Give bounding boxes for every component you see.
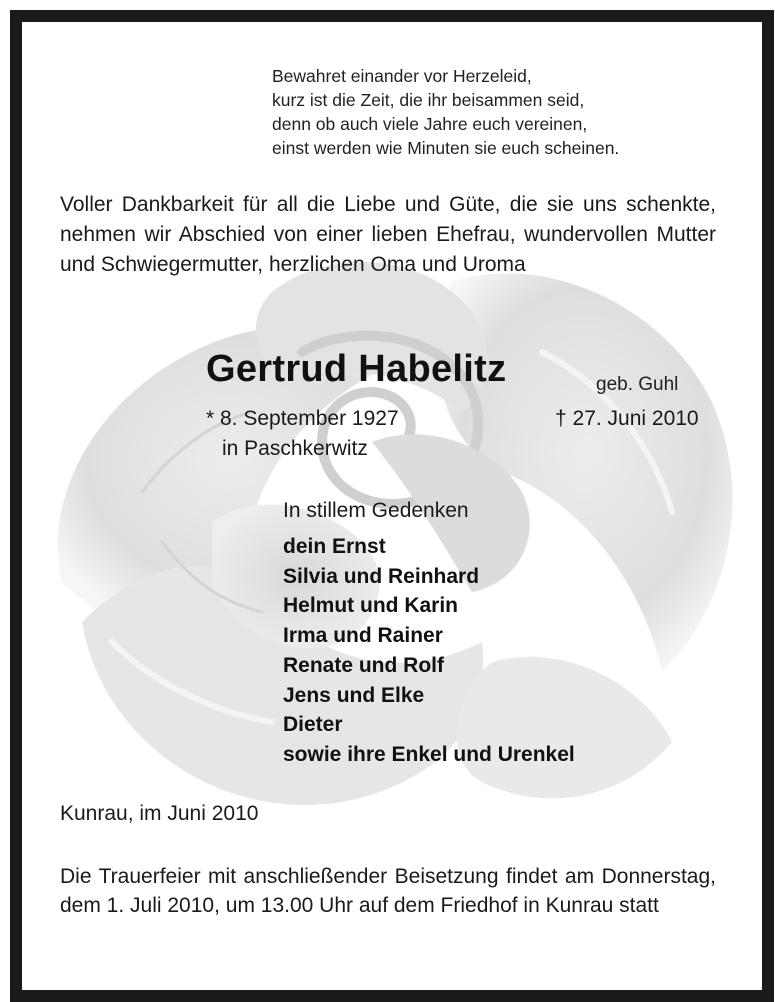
birthplace: in Paschkerwitz (222, 437, 368, 460)
mourner-entry: dein Ernst (283, 535, 386, 558)
mourner-entry: sowie ihre Enkel und Urenkel (283, 742, 575, 766)
poem (272, 64, 619, 160)
poem-line: denn ob auch viele Jahre euch vereinen, (272, 114, 588, 134)
notice-content (22, 22, 762, 990)
place-and-date: Kunrau, im Juni 2010 (60, 802, 259, 825)
mourners-list (283, 532, 575, 770)
maiden-name: geb. Guhl (596, 374, 679, 395)
birth-date: * 8. September 1927 (206, 407, 399, 430)
memory-heading: In stillem Gedenken (283, 499, 469, 522)
deceased-name: Gertrud Habelitz (206, 348, 507, 390)
obituary-notice (10, 10, 774, 1002)
poem-line: kurz ist die Zeit, die ihr beisammen seid, (272, 90, 585, 110)
funeral-notice: Die Trauerfeier mit anschließender Beisetzung findet am Donnerstag, dem 1. Juli 2010, um 13.00 Uhr auf dem Friedhof in Kunrau statt (60, 865, 716, 917)
mourner-entry: Renate und Rolf (283, 653, 444, 677)
deceased-name-row (206, 348, 506, 391)
mourner-entry: Silvia und Reinhard (283, 564, 480, 588)
poem-line: einst werden wie Minuten sie euch scheinen. (272, 138, 620, 158)
intro-paragraph: Voller Dankbarkeit für all die Liebe und Güte, die sie uns schenkte, nehmen wir Abschied von einer lieben Ehefrau, wundervollen Mutter und Schwiegermutter, herzlichen Oma und Uroma (60, 193, 716, 276)
mourner-entry: Helmut und Karin (283, 594, 459, 618)
death-date: † 27. Juni 2010 (555, 407, 699, 430)
mourner-entry: Jens und Elke (283, 683, 425, 707)
mourner-entry: Irma und Rainer (283, 624, 443, 648)
mourner-entry: Dieter (283, 713, 343, 737)
poem-line: Bewahret einander vor Herzeleid, (272, 66, 532, 86)
